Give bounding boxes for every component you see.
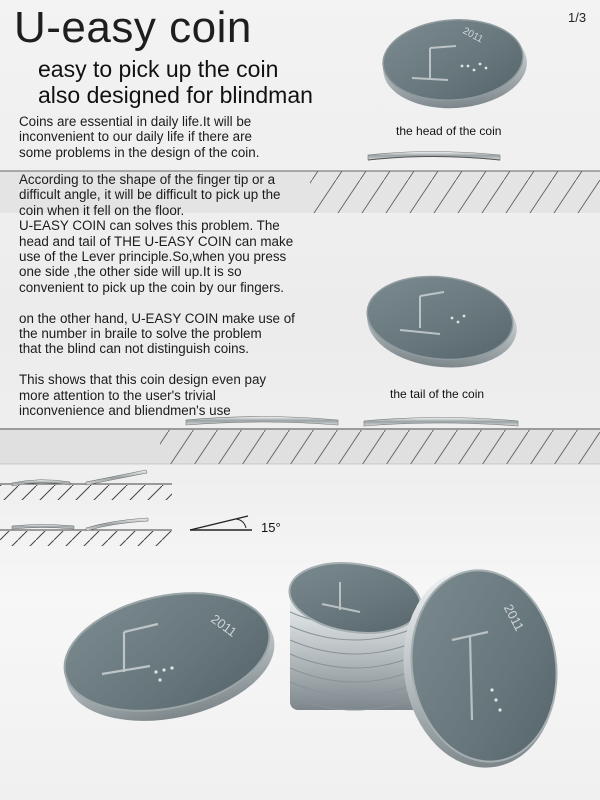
body-line: According to the shape of the finger tip or a	[19, 172, 276, 187]
body-line: This shows that this coin design even pay	[19, 372, 267, 388]
body-line: the number in braile to solve the problem	[19, 326, 262, 342]
angle-indicator	[190, 516, 252, 530]
coin-side-bent-3	[364, 418, 518, 427]
body-line: difficult angle, it will be difficult to pick up the	[19, 187, 281, 203]
intro-line-1: Coins are essential in daily life.It will be	[19, 114, 252, 129]
coin-standing-year: 2011	[500, 601, 528, 634]
coin-large-year: 2011	[208, 611, 240, 640]
body-line: one side ,the other side will up.It is so	[19, 264, 242, 280]
page-title: U-easy coin	[14, 3, 252, 52]
coin-standing	[391, 558, 569, 777]
body-line: that the blind can not distinguish coins.	[19, 341, 250, 357]
body-line: more attention to the user's trivial	[19, 387, 216, 403]
subtitle-line-2: also designed for blindman	[38, 82, 313, 108]
coin-tail-3d	[363, 270, 521, 375]
intro-paragraph	[19, 114, 299, 160]
lever-diagram-2	[0, 518, 172, 546]
caption-head: the head of the coin	[396, 124, 502, 138]
body-paragraph	[19, 172, 314, 418]
subtitle-line-1: easy to pick up the coin	[38, 56, 279, 82]
body-line: U-EASY COIN can solves this problem. The	[19, 218, 280, 234]
coin-side-bent-1	[368, 152, 500, 161]
body-line	[19, 357, 314, 372]
caption-tail: the tail of the coin	[390, 387, 485, 401]
body-line: on the other hand, U-EASY COIN make use of	[19, 310, 295, 326]
coin-head-3d	[380, 15, 530, 113]
caption-angle: 15°	[261, 520, 281, 535]
intro-line-3: some problems in the design of the coin.	[19, 144, 260, 160]
coin-stack	[285, 555, 425, 710]
body-line: use of the Lever principle.So,when you press	[19, 249, 287, 265]
intro-line-2: inconvenient to our daily life if there are	[19, 129, 252, 145]
coin-large-left	[54, 576, 286, 739]
body-line: coin when it fell on the floor.	[19, 202, 185, 218]
body-line: head and tail of THE U-EASY COIN can make	[19, 233, 294, 249]
page-number: 1/3	[568, 10, 587, 25]
body-line: convenient to pick up the coin by our fingers.	[19, 279, 284, 295]
floor-band-lower	[0, 428, 600, 464]
coin-head-year: 2011	[460, 25, 485, 46]
body-line: inconvenience and bliendmen's use	[19, 403, 231, 419]
body-line	[19, 295, 314, 310]
lever-diagram-1	[0, 470, 172, 500]
